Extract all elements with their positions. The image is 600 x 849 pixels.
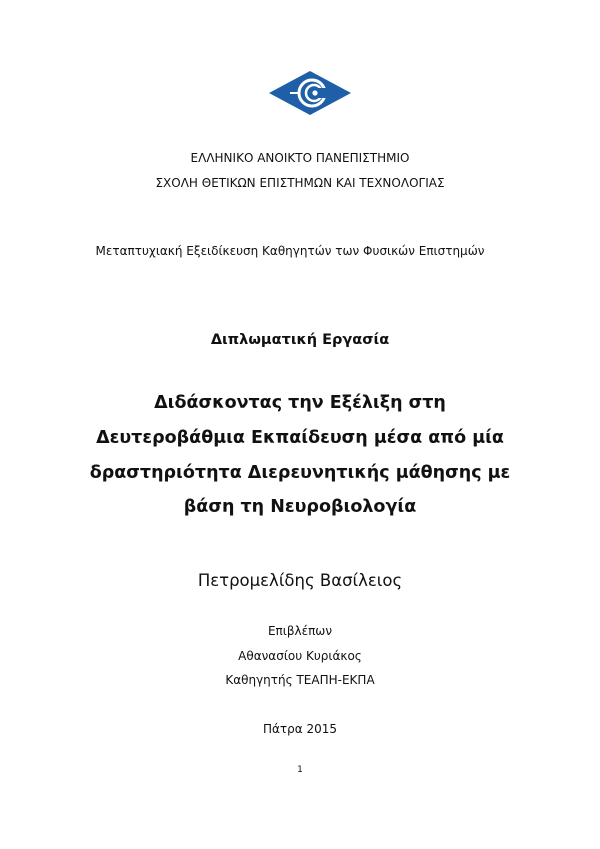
supervisor-label: Επιβλέπων <box>267 624 333 638</box>
university-logo-icon <box>268 70 352 116</box>
author-name: Πετρομελίδης Βασίλειος <box>197 571 403 590</box>
thesis-title-line-1: Διδάσκοντας την Εξέλιξη στη <box>154 393 446 413</box>
page-number: 1 <box>297 765 303 775</box>
thesis-title-line-4: βάση τη Νευροβιολογία <box>183 497 417 517</box>
program-name: Μεταπτυχιακή Εξειδίκευση Καθηγητών των Φυσικών Επιστημών <box>95 244 485 258</box>
thesis-title-line-2: Δευτεροβάθμια Εκπαίδευση μέσα από μία <box>96 428 504 448</box>
thesis-title-line-3: δραστηριότητα Διερευνητικής μάθησης με <box>89 463 511 483</box>
place-date: Πάτρα 2015 <box>262 722 338 736</box>
supervisor-position: Καθηγητής ΤΕΑΠΗ-ΕΚΠΑ <box>225 673 375 687</box>
school-name: ΣΧΟΛΗ ΘΕΤΙΚΩΝ ΕΠΙΣΤΗΜΩΝ ΚΑΙ ΤΕΧΝΟΛΟΓΙΑΣ <box>155 176 445 190</box>
university-name: ΕΛΛΗΝΙΚΟ ΑΝΟΙΚΤΟ ΠΑΝΕΠΙΣΤΗΜΙΟ <box>190 151 410 165</box>
supervisor-name: Αθανασίου Κυριάκος <box>238 649 362 663</box>
document-type: Διπλωματική Εργασία <box>210 332 390 348</box>
